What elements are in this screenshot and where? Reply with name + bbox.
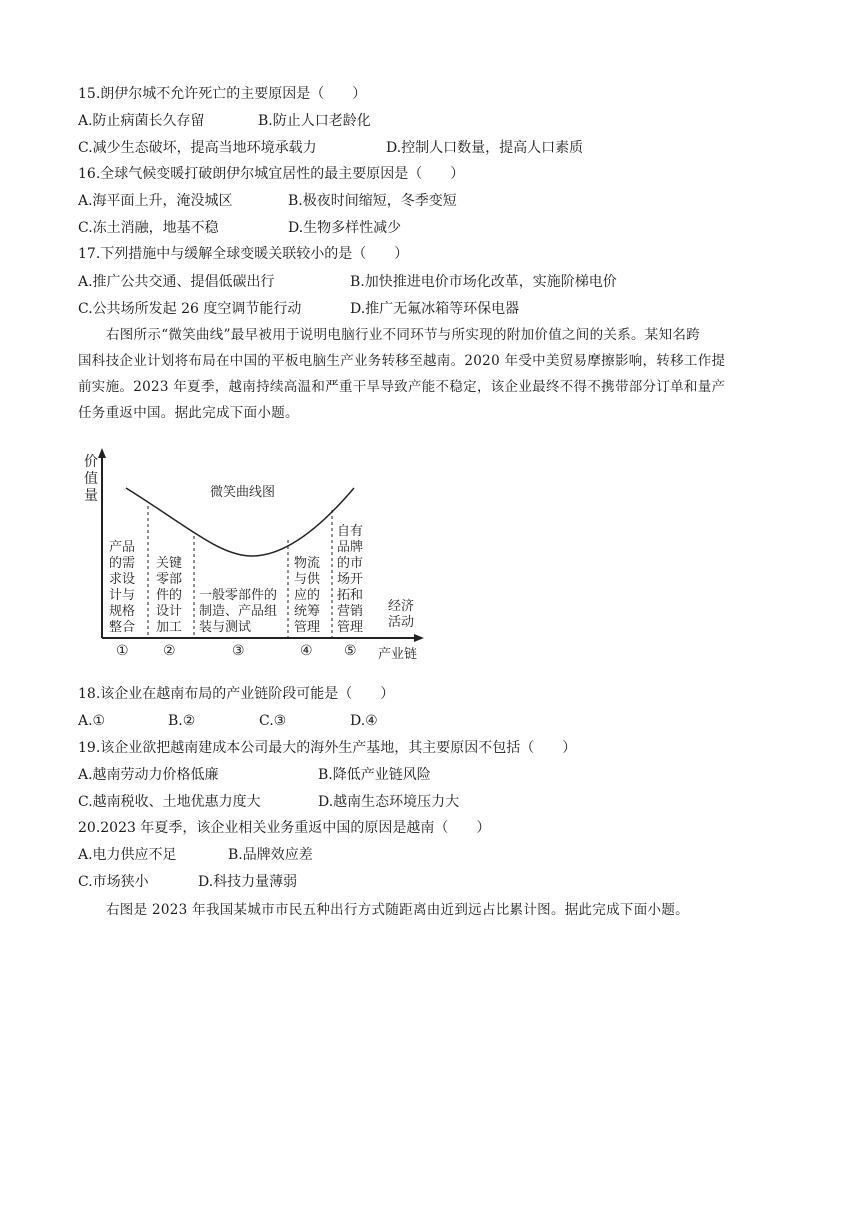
stage-1-line-2: 的需 [109, 556, 136, 571]
stage-5-line-4: 场开 [337, 572, 364, 587]
question-15-option-c: C.减少生态破坏，提高当地环境承载力 [78, 140, 317, 156]
stage-4-line-3: 应的 [294, 588, 321, 603]
smile-curve-figure [80, 448, 425, 663]
stage-2-label [156, 555, 182, 635]
question-18-stem: 18.该企业在越南布局的产业链阶段可能是（ ） [78, 686, 395, 702]
x-axis-name-2: 活动 [388, 615, 415, 630]
stage-1-label [109, 539, 135, 635]
question-16-option-b: B.极夜时间缩短，冬季变短 [288, 193, 457, 209]
stage-2-line-1: 关键 [156, 556, 183, 571]
stage-4-line-5: 管理 [294, 620, 321, 635]
passage-line-4: 任务重返中国。据此完成下面小题。 [78, 405, 299, 421]
stage-3-label [199, 588, 277, 635]
question-17-option-d: D.推广无氟冰箱等环保电器 [350, 301, 520, 317]
figure-title: 微笑曲线图 [210, 485, 276, 500]
question-20-option-d: D.科技力量薄弱 [198, 874, 298, 890]
y-label-1: 价 [84, 454, 98, 470]
question-16-option-c: C.冻土消融，地基不稳 [78, 220, 219, 236]
question-16-option-a: A.海平面上升，淹没城区 [78, 193, 233, 209]
question-15-option-b: B.防止人口老龄化 [258, 113, 371, 129]
stage-1-line-5: 规格 [109, 604, 136, 619]
question-18-option-b: B.② [168, 713, 196, 729]
question-18-option-a: A.① [78, 713, 106, 729]
question-15-option-d: D.控制人口数量，提高人口素质 [386, 140, 584, 156]
question-15-option-a: A.防止病菌长久存留 [78, 113, 205, 129]
question-19-option-d: D.越南生态环境压力大 [318, 794, 460, 810]
question-19-stem: 19.该企业欲把越南建成本公司最大的海外生产基地，其主要原因不包括（ ） [78, 740, 577, 756]
question-19-option-a: A.越南劳动力价格低廉 [78, 767, 219, 783]
stage-4-label [294, 555, 321, 635]
stage-1-line-1: 产品 [109, 540, 136, 555]
stage-5-number: ⑤ [344, 643, 357, 659]
question-18-option-c: C.③ [259, 713, 287, 729]
question-20-option-a: A.电力供应不足 [78, 847, 177, 863]
stage-4-line-1: 物流 [294, 556, 321, 571]
stage-5-line-6: 营销 [337, 604, 364, 619]
passage-line-3: 前实施。2023 年夏季，越南持续高温和严重干旱导致产能不稳定，该企业最终不得不携带部分订单和量产 [78, 379, 726, 395]
question-18-option-d: D.④ [350, 713, 378, 729]
stage-3-line-2: 制造、产品组 [199, 604, 278, 619]
question-20-stem: 20.2023 年夏季，该企业相关业务重返中国的原因是越南（ ） [78, 820, 491, 836]
stage-2-line-3: 件的 [156, 588, 183, 603]
question-17-option-c: C.公共场所发起 26 度空调节能行动 [78, 301, 302, 317]
stage-1-line-3: 求设 [109, 572, 136, 587]
question-17-option-b: B.加快推进电价市场化改革，实施阶梯电价 [350, 274, 617, 290]
y-axis-arrow [98, 448, 106, 458]
stage-5-line-3: 的市 [337, 556, 364, 571]
passage-line-1: 右图所示“微笑曲线”最早被用于说明电脑行业不同环节与所实现的附加价值之间的关系。某知名跨 [106, 327, 701, 343]
stage-2-line-2: 零部 [156, 572, 183, 587]
x-axis-arrow [414, 634, 424, 642]
question-20-option-b: B.品牌效应差 [228, 847, 313, 863]
stage-5-line-5: 拓和 [337, 588, 364, 603]
question-17-stem: 17.下列措施中与缓解全球变暖关联较小的是（ ） [78, 246, 409, 262]
stage-2-line-4: 设计 [156, 604, 183, 619]
stage-5-line-1: 自有 [337, 524, 364, 539]
question-20-option-c: C.市场狭小 [78, 874, 149, 890]
question-17-option-a: A.推广公共交通、提倡低碳出行 [78, 274, 275, 290]
question-19-option-b: B.降低产业链风险 [318, 767, 431, 783]
x-axis-name-3: 产业链 [378, 647, 418, 662]
stage-1-number: ① [116, 643, 129, 659]
stage-5-line-2: 品牌 [337, 540, 364, 555]
question-15-stem: 15.朗伊尔城不允许死亡的主要原因是（ ） [78, 86, 367, 102]
stage-5-line-7: 管理 [337, 620, 364, 635]
question-16-stem: 16.全球气候变暖打破朗伊尔城宜居性的最主要原因是（ ） [78, 166, 465, 182]
stage-2-number: ② [163, 643, 176, 659]
stage-1-line-6: 整合 [109, 620, 136, 635]
passage-travel-modes: 右图是 2023 年我国某城市市民五种出行方式随距离由近到远占比累计图。据此完成下面小题。 [106, 902, 689, 918]
stage-3-line-3: 装与测试 [199, 620, 252, 635]
question-19-option-c: C.越南税收、土地优惠力度大 [78, 794, 261, 810]
stage-5-label [337, 524, 363, 635]
stage-1-line-4: 计与 [109, 588, 136, 603]
passage-line-2: 国科技企业计划将布局在中国的平板电脑生产业务转移至越南。2020 年受中美贸易摩擦影响，转移工作提 [78, 353, 726, 369]
stage-2-line-5: 加工 [156, 620, 183, 635]
stage-3-number: ③ [232, 643, 245, 659]
x-axis-name-1: 经济 [388, 599, 415, 614]
stage-4-line-4: 统筹 [294, 604, 321, 619]
stage-3-line-1: 一般零部件的 [199, 588, 278, 603]
passage-smile-curve [78, 322, 758, 426]
stage-4-number: ④ [300, 643, 313, 659]
stage-4-line-2: 与供 [294, 572, 321, 587]
y-label-3: 量 [84, 488, 98, 504]
smile-curve-svg [80, 448, 425, 663]
y-label-2: 值 [84, 471, 98, 487]
question-16-option-d: D.生物多样性减少 [288, 220, 402, 236]
